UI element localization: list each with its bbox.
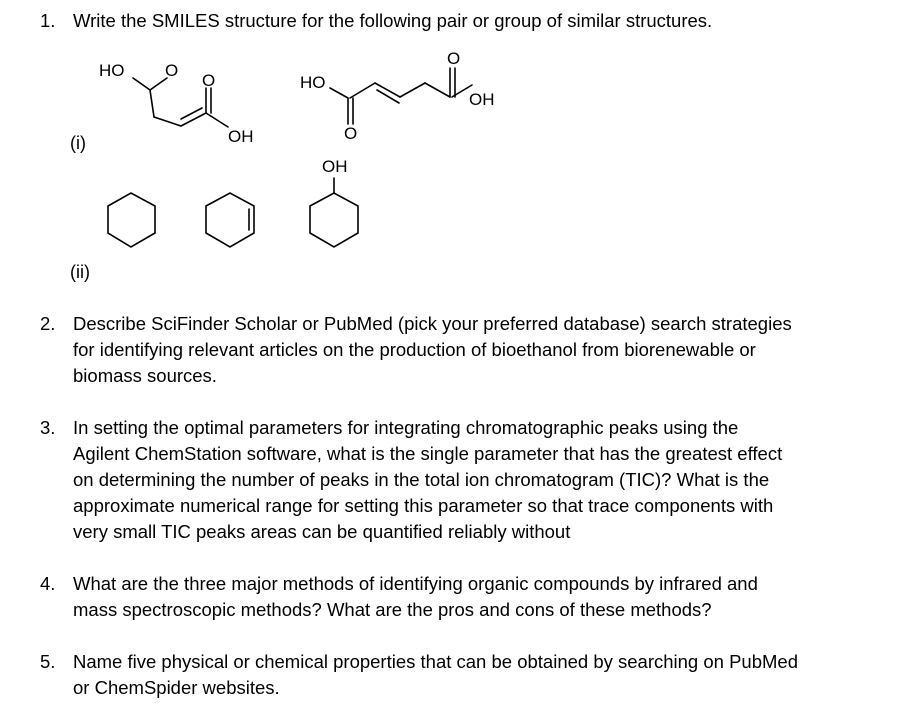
mol1-acid-oh: OH [228,127,254,146]
question-3-text: In setting the optimal parameters for integrating chromatographic peaks using the Agilent ChemStation software, what is the single parameter that has the greatest effect on determining the number of peaks in the total ion chromatogram (TIC)? What is the approximate numerical range for setting this parameter so that trace components with very small TIC peaks areas can be quantified reliably without [73,417,783,542]
question-5-text: Name five physical or chemical properties that can be obtained by searching on PubMed or ChemSpider websites. [73,651,798,698]
cyclohexene-ring [206,193,254,247]
question-1-text: Write the SMILES structure for the following pair or group of similar structures. [73,10,713,31]
mol1-acid-o: O [202,71,216,90]
mol3-oh-label: OH [322,157,348,176]
cyclohexane-ring [108,193,155,247]
question-3-number: 3. [40,417,56,438]
cyclohexanol-ring [310,178,358,247]
question-1-number: 1. [40,10,56,31]
mol2-acid-o: O [447,49,461,68]
structure-i-molecule-2 [330,68,472,124]
mol1-ho-label: HO [99,61,125,80]
question-4-text: What are the three major methods of identifying organic compounds by infrared and mass spectroscopic methods? What are the pros and cons of these methods? [73,573,758,620]
mol2-ester-o: O [344,124,358,143]
mol2-ho-label: HO [300,73,326,92]
question-5-number: 5. [40,651,56,672]
question-2-number: 2. [40,313,56,334]
label-i: (i) [70,133,86,153]
label-ii: (ii) [70,262,90,282]
mol2-acid-oh: OH [469,90,495,109]
question-4-number: 4. [40,573,56,594]
mol1-carbonyl-o: O [165,61,179,80]
question-2-text: Describe SciFinder Scholar or PubMed (pick your preferred database) search strategies for identifying relevant articles on the production of bioethanol from biorenewable or biomass sources. [73,313,792,386]
